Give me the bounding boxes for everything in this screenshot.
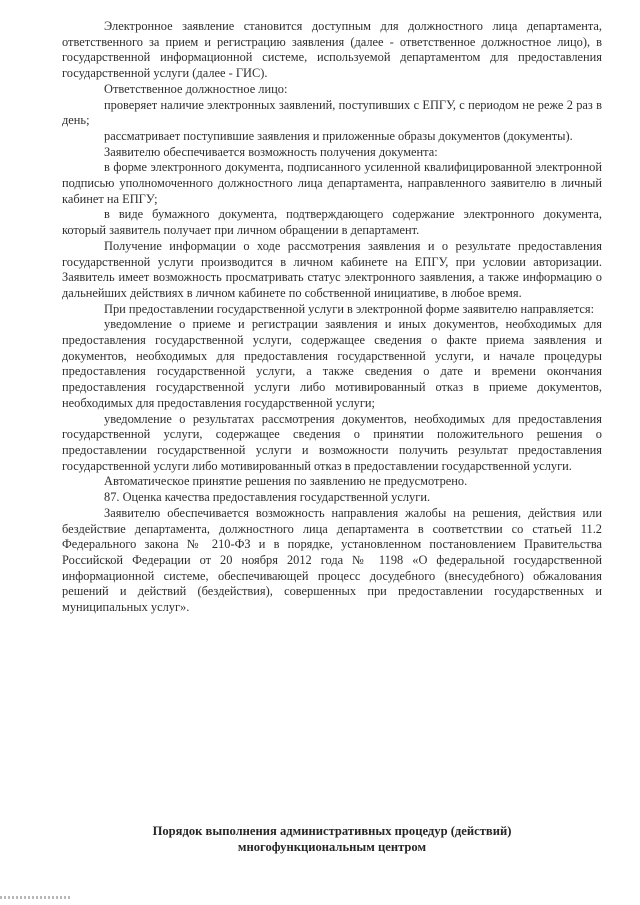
paragraph-reviews-applications: рассматривает поступившие заявления и приложенные образы документов (документы). bbox=[104, 128, 573, 143]
paragraph-quality-assessment: 87. Оценка качества предоставления государственной услуги. bbox=[104, 490, 431, 505]
paragraph-document-receipt: Заявителю обеспечивается возможность получения документа: bbox=[104, 144, 438, 159]
paragraph-electronic-application-access: Электронное заявление становится доступным для должностного лица департамента, ответственного за прием и регистрацию заявления (далее - ответственное должностное лицо), в государственной информационной системе, используемой департаментом для предоставления государственной услуги (далее - ГИС). bbox=[62, 19, 602, 81]
paragraph-responsible-official: Ответственное должностное лицо: bbox=[104, 81, 288, 96]
paragraph-checks-applications: проверяет наличие электронных заявлений, поступивших с ЕПГУ, с периодом не реже 2 раз в день; bbox=[62, 97, 602, 128]
paragraph-electronic-document: в форме электронного документа, подписанного усиленной квалифицированной электронной подписью уполномоченного должностного лица департамента, направленного заявителю в личный кабинет на ЕПГУ; bbox=[62, 160, 602, 206]
section-heading-line-2: многофункциональным центром bbox=[237, 840, 427, 854]
paragraph-paper-document: в виде бумажного документа, подтверждающего содержание электронного документа, который заявитель получает при личном обращении в департамент. bbox=[62, 207, 602, 238]
section-heading bbox=[62, 823, 602, 855]
document-body bbox=[62, 19, 602, 616]
paragraph-status-info: Получение информации о ходе рассмотрения заявления и о результате предоставления государственной услуги производится в личном кабинете на ЕПГУ, при условии авторизации. Заявитель имеет возможность просматривать статус электронного заявления, а также информацию о дальнейших действиях в личном кабинете по собственной инициативе, в любое время. bbox=[62, 238, 602, 300]
section-heading-line-1: Порядок выполнения административных процедур (действий) bbox=[152, 824, 512, 838]
paragraph-notifications-intro: При предоставлении государственной услуги в электронной форме заявителю направляется: bbox=[104, 301, 595, 316]
paragraph-result-notification: уведомление о результатах рассмотрения документов, необходимых для предоставления государственной услуги, содержащее сведения о принятии положительного решения о предоставлении государственной услуги и возможности получить результат предоставления государственной услуги либо мотивированный отказ в предоставлении государственной услуги. bbox=[62, 411, 602, 473]
paragraph-receipt-notification: уведомление о приеме и регистрации заявления и иных документов, необходимых для предоставления государственной услуги, содержащее сведения о факте приема заявления и документов, необходимых для предоставления государственной услуги, и начале процедуры предоставления государственной услуги, а также сведения о дате и времени окончания предоставления государственной услуги либо мотивированный отказ в приеме документов, необходимых для предоставления государственной услуги; bbox=[62, 317, 602, 410]
paragraph-automatic-decision: Автоматическое принятие решения по заявлению не предусмотрено. bbox=[104, 474, 468, 489]
paragraph-complaint: Заявителю обеспечивается возможность направления жалобы на решения, действия или бездействие департамента, должностного лица департамента в соответствии со статьей 11.2 Федерального закона № 210-ФЗ и в порядке, установленном постановлением Правительства Российской Федерации от 20 ноября 2012 года № 1198 «О федеральной государственной информационной системе, обеспечивающей процесс досудебного (внесудебного) обжалования решений и действий (бездействия), совершенных при предоставлении государственных и муниципальных услуг». bbox=[62, 505, 602, 615]
scan-artifact bbox=[0, 896, 72, 899]
